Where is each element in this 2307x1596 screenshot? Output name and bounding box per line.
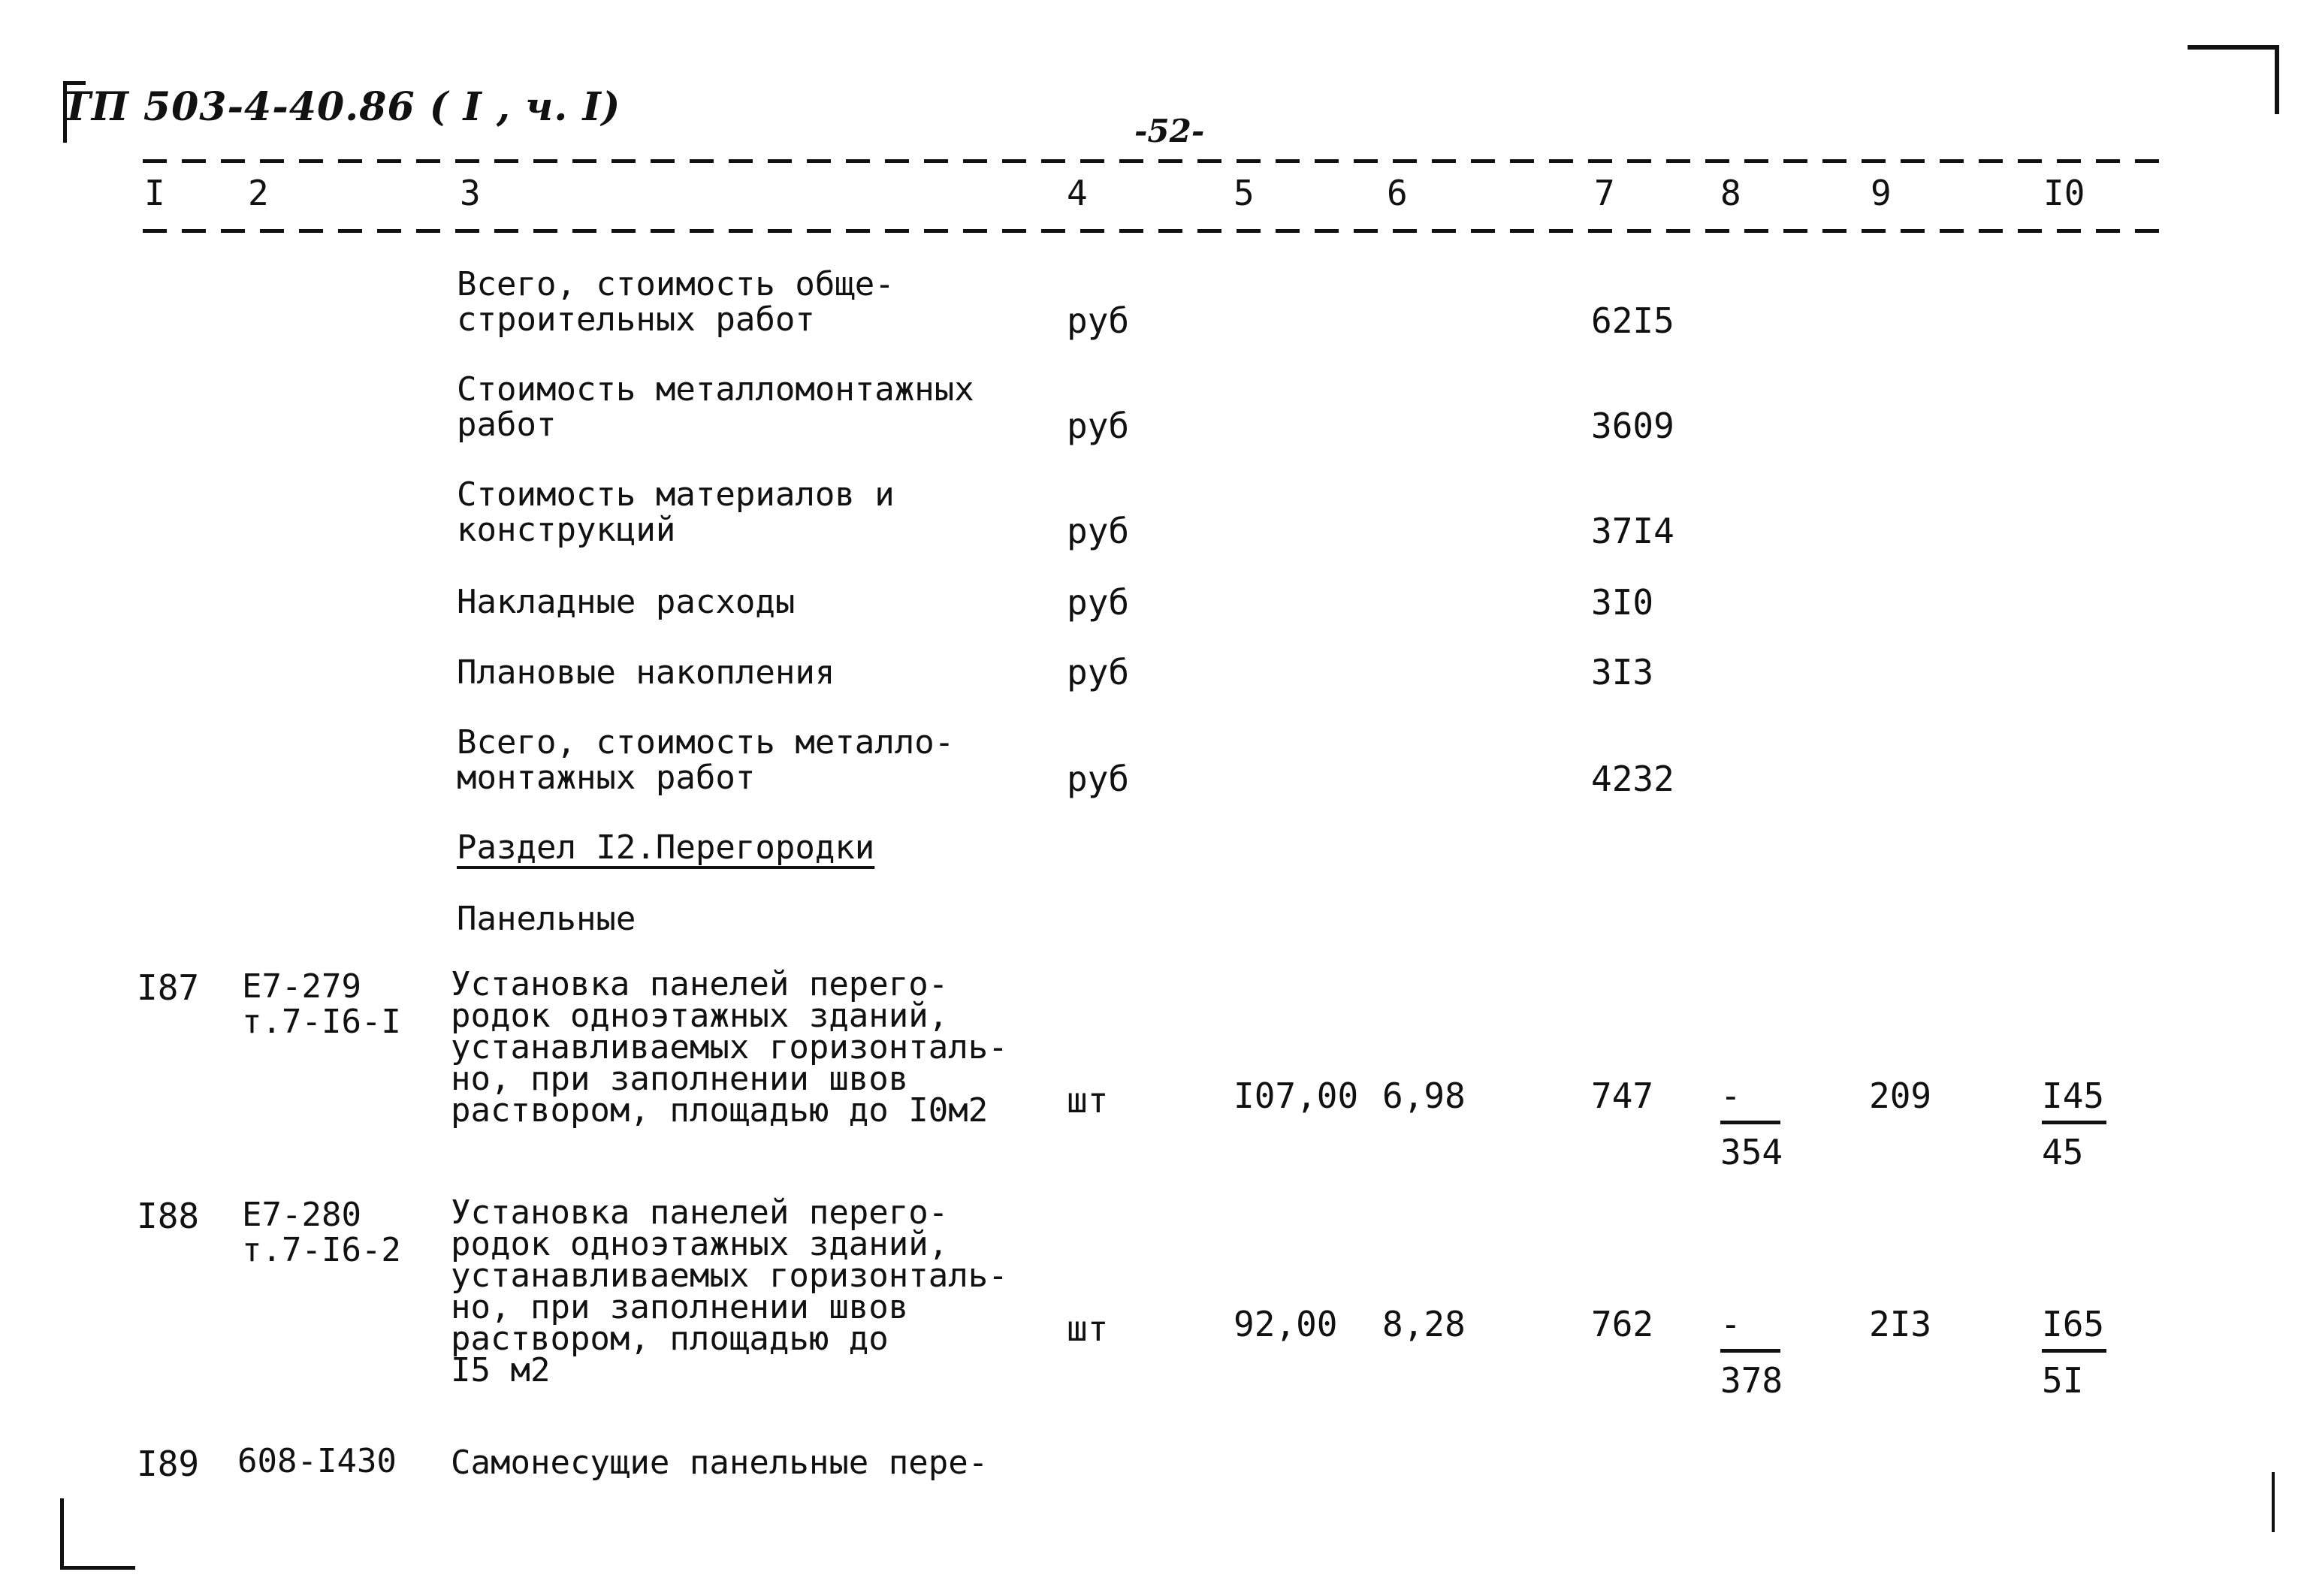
unit-cell: руб — [1067, 759, 1130, 799]
col-header-4: 4 — [1067, 173, 1088, 213]
quantity-cell: 92,00 — [1234, 1304, 1338, 1344]
table-row-overhead: Накладные расходы — [457, 583, 796, 621]
table-row-planned-savings: Плановые накопления — [457, 653, 835, 692]
table-row-total-general-works: Всего, стоимость обще- строительных работ — [457, 265, 895, 339]
col-header-5: 5 — [1234, 173, 1255, 213]
unit-cell: руб — [1067, 406, 1130, 446]
item-code: 608-I430 — [237, 1442, 397, 1480]
section-title: Раздел I2.Перегородки — [457, 828, 875, 867]
col-header-2: 2 — [248, 173, 269, 213]
fraction-cell-10: $\frac{I45}{45}$ — [2042, 1076, 2106, 1172]
unit-cell: шт — [1067, 1080, 1109, 1121]
value-cell-9: 209 — [1869, 1076, 1932, 1116]
item-number: I88 — [137, 1196, 200, 1236]
table-row-materials-cost: Стоимость материалов и конструкций — [457, 475, 895, 549]
corner-mark-bottom-left-horizontal — [60, 1566, 135, 1570]
item-description: Установка панелей перего- родок одноэтажных зданий, устанавливаемых горизонталь- но, при заполнении швов раствором, площадью до I5 м2 — [451, 1193, 1008, 1389]
item-number: I89 — [137, 1444, 200, 1484]
corner-mark-bottom-left — [60, 1498, 64, 1570]
value-cell: 762 — [1591, 1304, 1654, 1344]
table-row-metal-works-cost: Стоимость металломонтажных работ — [457, 370, 974, 444]
col-header-9: 9 — [1871, 173, 1892, 213]
unit-cell: руб — [1067, 511, 1130, 551]
page-number: -52- — [1134, 113, 1205, 149]
header-dashed-rule-top — [143, 159, 2171, 163]
unit-cell: руб — [1067, 582, 1130, 623]
value-cell: 62I5 — [1591, 300, 1674, 341]
value-cell: 747 — [1591, 1076, 1654, 1116]
table-row-total-metal-works: Всего, стоимость металло- монтажных работ — [457, 723, 955, 797]
col-header-6: 6 — [1387, 173, 1408, 213]
value-cell: 4232 — [1591, 759, 1674, 799]
header-dashed-rule-bottom — [143, 229, 2171, 233]
unit-cell: руб — [1067, 652, 1130, 692]
edge-mark-right — [2272, 1472, 2275, 1532]
document-stamp: ТП 503-4-40.86 ( I , ч. I) — [62, 84, 621, 130]
corner-mark-top-right-vertical — [2275, 45, 2279, 114]
item-code: Е7-280 т.7-I6-2 — [242, 1196, 401, 1269]
fraction-cell-8: - 378 — [1720, 1304, 1783, 1401]
fraction-cell-8: - 354 — [1720, 1076, 1783, 1172]
item-description: Самонесущие панельные пере- — [451, 1444, 989, 1482]
value-cell: 3609 — [1591, 406, 1674, 446]
value-cell: 3I3 — [1591, 652, 1654, 692]
price-cell: 6,98 — [1382, 1076, 1466, 1116]
value-cell-9: 2I3 — [1869, 1304, 1932, 1344]
item-number: I87 — [137, 967, 200, 1008]
subsection-title: Панельные — [457, 900, 636, 938]
col-header-10: I0 — [2043, 173, 2085, 213]
corner-mark-top-right — [2188, 45, 2279, 50]
col-header-1: I — [144, 173, 165, 213]
item-code: Е7-279 т.7-I6-I — [242, 967, 401, 1041]
col-header-8: 8 — [1720, 173, 1741, 213]
value-cell: 37I4 — [1591, 511, 1674, 551]
value-cell: 3I0 — [1591, 582, 1654, 623]
col-header-7: 7 — [1594, 173, 1615, 213]
price-cell: 8,28 — [1382, 1304, 1466, 1344]
unit-cell: руб — [1067, 300, 1130, 341]
col-header-3: 3 — [460, 173, 481, 213]
quantity-cell: I07,00 — [1234, 1076, 1359, 1116]
fraction-cell-10: $\frac{I65}{5I}$ — [2042, 1304, 2106, 1401]
unit-cell: шт — [1067, 1308, 1109, 1349]
item-description: Установка панелей перего- родок одноэтажных зданий, устанавливаемых горизонталь- но, при заполнении швов раствором, площадью до I0м2 — [451, 965, 1008, 1130]
